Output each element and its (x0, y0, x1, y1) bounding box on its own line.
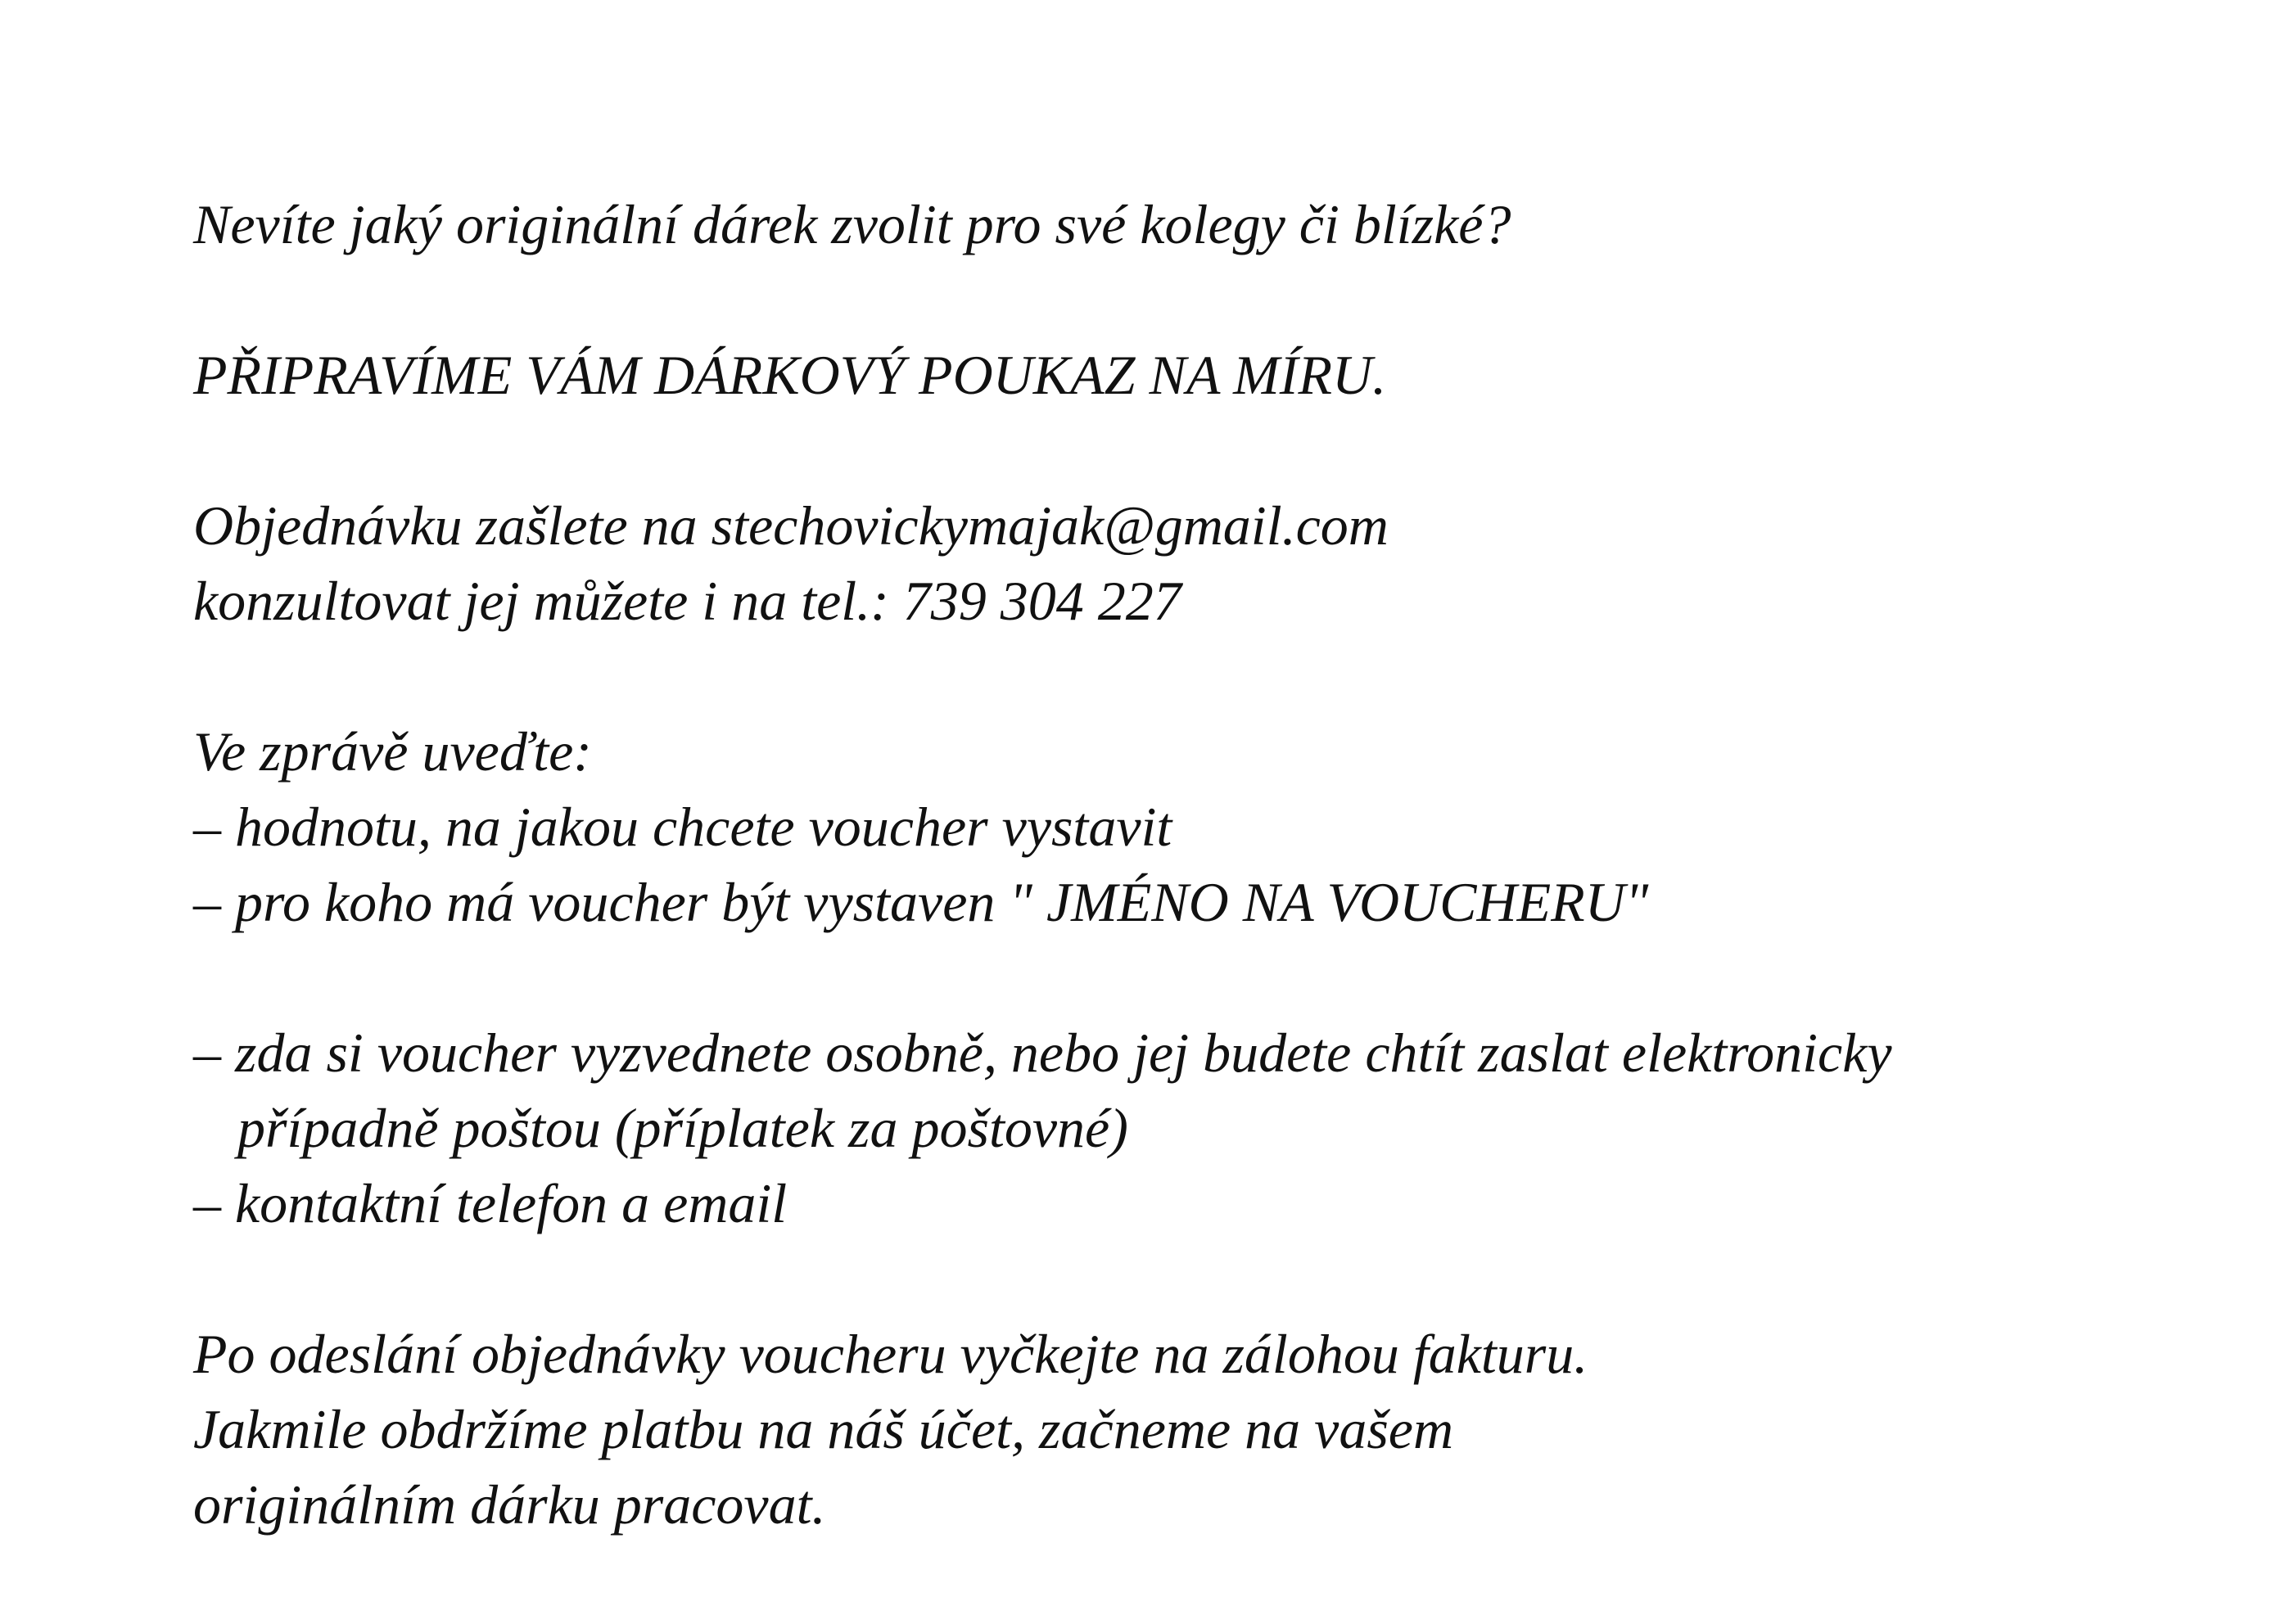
spacer (193, 638, 2224, 714)
voucher-info-text (193, 187, 2224, 1542)
list-item-contact: – kontaktní telefon a email (193, 1172, 788, 1234)
spacer (193, 1241, 2224, 1316)
order-email-line: Objednávku zašlete na stechovickymajak@gmail.com (193, 494, 1389, 557)
list-item-pickup: – zda si voucher vyzvednete osobně, nebo jej budete chtít zaslat elektronicky (193, 1022, 1892, 1084)
closing-line-2: Jakmile obdržíme platbu na náš účet, začneme na vašem (193, 1398, 1454, 1460)
closing-line-3: originálním dárku pracovat. (193, 1473, 826, 1536)
list-item-value: – hodnotu, na jakou chcete voucher vystavit (193, 796, 1172, 858)
consult-phone-line: konzultovat jej můžete i na tel.: 739 304 227 (193, 570, 1181, 632)
message-heading: Ve zprávě uveďte: (193, 720, 592, 783)
spacer (193, 413, 2224, 488)
list-item-recipient: – pro koho má voucher být vystaven " JMÉNO NA VOUCHERU" (193, 871, 1649, 933)
spacer (193, 262, 2224, 337)
list-item-pickup-continued: případně poštou (příplatek za poštovné) (237, 1097, 1128, 1159)
spacer (193, 940, 2224, 1015)
intro-question: Nevíte jaký originální dárek zvolit pro své kolegy či blízké? (193, 193, 1511, 255)
headline: PŘIPRAVÍME VÁM DÁRKOVÝ POUKAZ NA MÍRU. (193, 344, 1387, 406)
closing-line-1: Po odeslání objednávky voucheru vyčkejte na zálohou fakturu. (193, 1323, 1588, 1385)
